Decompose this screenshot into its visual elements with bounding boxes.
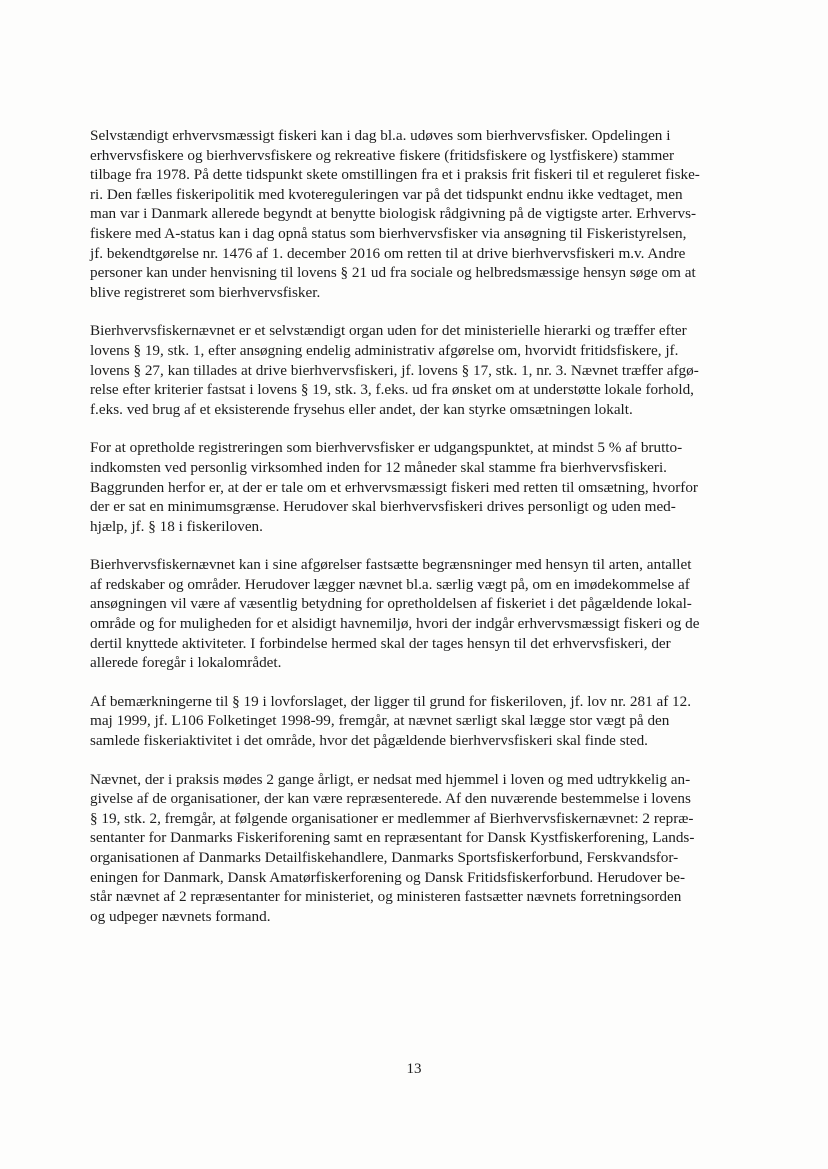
text-line: fiskere med A-status kan i dag opnå status som bierhvervsfisker via ansøgning til Fiskeristyrelsen, [90,224,687,242]
text-line: der er sat en minimumsgrænse. Herudover skal bierhvervsfiskeri drives personligt og uden med- [90,498,676,516]
text-line: og udpeger nævnets formand. [90,907,271,925]
page-number: 13 [406,1061,422,1077]
paragraph-5 [90,692,730,751]
text-line: allerede foregår i lokalområdet. [90,654,282,672]
text-line: givelse af de organisationer, der kan være repræsenterede. Af den nuværende bestemmelse i lovens [90,790,691,808]
text-line: indkomsten ved personlig virksomhed inden for 12 måneder skal stamme fra bierhvervsfiskeri. [90,458,667,476]
text-line: personer kan under henvisning til lovens § 21 ud fra sociale og helbredsmæssige hensyn søge om at [90,264,696,282]
text-line: står nævnet af 2 repræsentanter for ministeriet, og ministeren fastsætter nævnets forretningsorden [90,888,682,906]
text-line: Selvstændigt erhvervsmæssigt fiskeri kan i dag bl.a. udøves som bierhvervsfisker. Opdelingen i [90,127,671,144]
text-line: relse efter kriterier fastsat i lovens § 19, stk. 3, f.eks. ud fra ønsket om at understøtte lokale forhold, [90,381,694,399]
text-line: Baggrunden herfor er, at der er tale om et erhvervsmæssigt fiskeri med retten til omsætning, hvorfor [90,478,698,496]
text-line: Af bemærkningerne til § 19 i lovforslaget, der ligger til grund for fiskeriloven, jf. lov nr. 281 af 12. [90,692,692,710]
text-line: Bierhvervsfiskernævnet er et selvstændigt organ uden for det ministerielle hierarki og træffer efter [90,322,687,340]
text-line: organisationen af Danmarks Detailfiskehandlere, Danmarks Sportsfiskerforbund, Ferskvandsfor- [90,849,679,866]
body-text [90,126,730,945]
text-line: f.eks. ved brug af et eksisterende frysehus eller andet, der kan styrke omsætningen lokalt. [90,400,633,418]
text-line: erhvervsfiskere og bierhvervsfiskere og rekreative fiskere (fritidsfiskere og lystfiskere) stammer [90,146,675,164]
text-line: ri. Den fælles fiskeripolitik med kvotereguleringen var på det tidspunkt endnu ikke vedtaget, men [90,185,683,203]
text-line: eningen for Danmark, Dansk Amatørfiskerforening og Dansk Fritidsfiskerforbund. Herudover be- [90,868,686,886]
text-line: lovens § 27, kan tillades at drive bierhvervsfiskeri, jf. lovens § 17, stk. 1, nr. 3. Nævnet træffer afgø- [90,361,699,379]
paragraph-4 [90,555,730,673]
text-line: tilbage fra 1978. På dette tidspunkt skete omstillingen fra et i praksis frit fiskeri til et reguleret fiske- [90,166,700,184]
text-line: For at opretholde registreringen som bierhvervsfisker er udgangspunktet, at mindst 5 % af brutto- [90,439,683,457]
text-line: Bierhvervsfiskernævnet kan i sine afgørelser fastsætte begrænsninger med hensyn til arten, antallet [90,556,692,574]
text-line: blive registreret som bierhvervsfisker. [90,283,321,301]
text-line: Nævnet, der i praksis mødes 2 gange årligt, er nedsat med hjemmel i loven og med udtrykkelig an- [90,770,691,788]
text-line: område og for muligheden for et alsidigt havnemiljø, hvori der indgår erhvervsmæssigt fiskeri og de [90,615,700,633]
text-line: sentanter for Danmarks Fiskeriforening samt en repræsentant for Dansk Kystfiskerforening, Lands- [90,829,695,847]
text-line: dertil knyttede aktiviteter. I forbindelse hermed skal der tages hensyn til det erhvervsfiskeri, der [90,634,671,652]
text-line: § 19, stk. 2, fremgår, at følgende organisationer er medlemmer af Bierhvervsfiskernævnet: 2 repræ- [90,809,694,827]
paragraph-1 [90,126,730,302]
text-line: af redskaber og områder. Herudover lægger nævnet bl.a. særlig vægt på, om en imødekommelse af [90,575,690,593]
text-line: lovens § 19, stk. 1, efter ansøgning endelig administrativ afgørelse om, hvorvidt fritidsfiskere, jf. [90,341,679,359]
text-line: samlede fiskeriaktivitet i det område, hvor det pågældende bierhvervsfiskeri skal finde sted. [90,732,648,750]
text-line: hjælp, jf. § 18 i fiskeriloven. [90,517,263,535]
text-line: maj 1999, jf. L106 Folketinget 1998-99, fremgår, at nævnet særligt skal lægge stor vægt på den [90,712,670,730]
paragraph-2 [90,321,730,419]
text-line: ansøgningen vil være af væsentlig betydning for opretholdelsen af fiskeriet i det pågældende lokal- [90,595,692,613]
text-line: man var i Danmark allerede begyndt at benytte biologisk rådgivning på de vigtigste arter. Erhvervs- [90,205,697,223]
paragraph-3 [90,438,730,536]
paragraph-6 [90,770,730,927]
text-line: jf. bekendtgørelse nr. 1476 af 1. december 2016 om retten til at drive bierhvervsfiskeri m.v. Andre [90,244,686,262]
